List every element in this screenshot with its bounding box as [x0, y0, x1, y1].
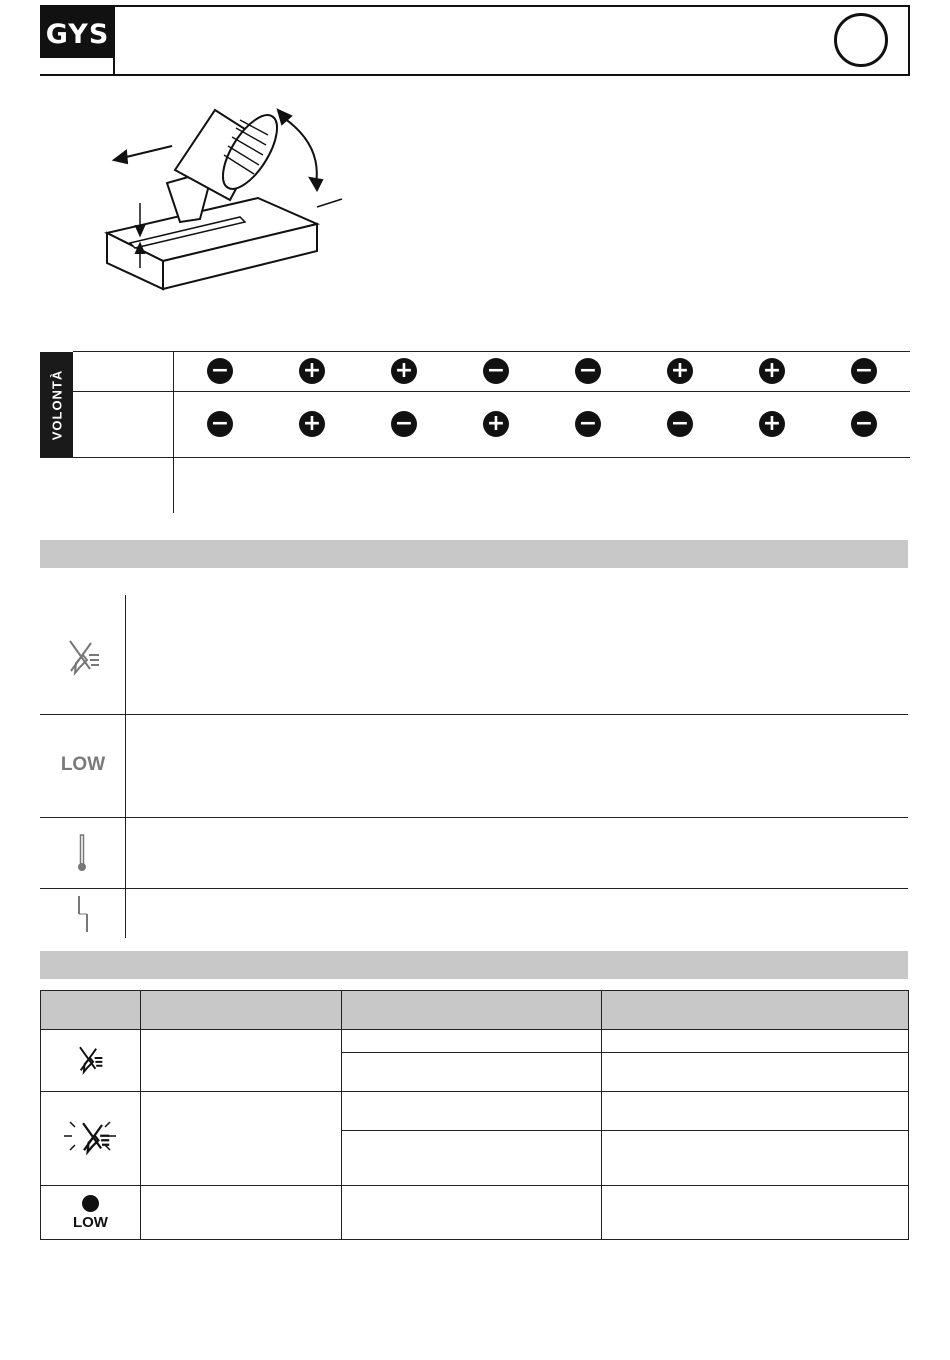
indicators-rule-2 — [40, 817, 908, 818]
sign-r1-4: − — [483, 358, 509, 384]
sign-r2-8: − — [851, 411, 877, 437]
indicators-rule-1 — [40, 714, 908, 715]
torch-angle-illustration — [100, 100, 350, 295]
sign-r1-1: − — [207, 358, 233, 384]
sign-r2-6: − — [667, 411, 693, 437]
sign-r1-8: − — [851, 358, 877, 384]
status-cell — [341, 1030, 602, 1053]
volonta-bottom-rule — [40, 457, 910, 458]
volonta-top-rule — [73, 351, 910, 352]
status-cell — [341, 1186, 602, 1240]
blinking-torch-fault-icon — [58, 1114, 122, 1158]
torch-fault-icon — [61, 633, 105, 677]
status-col-1-header — [41, 991, 141, 1030]
section-bar-status — [40, 951, 908, 979]
status-cell — [140, 1092, 341, 1186]
torch-fault-icon-cell — [41, 1030, 141, 1092]
sign-r2-1: − — [207, 411, 233, 437]
sign-r1-5: − — [575, 358, 601, 384]
status-cell — [341, 1131, 602, 1186]
thermal-icon-cell — [40, 833, 126, 873]
sign-r2-5: − — [575, 411, 601, 437]
table-row — [41, 1030, 909, 1053]
low-led-label: LOW — [72, 1213, 108, 1231]
blinking-torch-icon-cell — [41, 1092, 141, 1186]
mains-fault-icon — [73, 894, 93, 934]
status-cell — [602, 1092, 909, 1131]
sign-r1-7: + — [759, 358, 785, 384]
status-col-3-header — [341, 991, 602, 1030]
status-cell — [602, 1053, 909, 1092]
volonta-row-rule — [73, 391, 910, 392]
led-dot-icon — [82, 1195, 99, 1212]
sign-r2-2: + — [299, 411, 325, 437]
status-table-header — [41, 991, 909, 1030]
status-cell — [140, 1186, 341, 1240]
torch-fault-icon-cell — [40, 630, 126, 680]
torch-fault-icon — [73, 1040, 107, 1076]
status-cell — [602, 1186, 909, 1240]
low-indicator-label: LOW — [60, 754, 106, 775]
sign-r2-7: + — [759, 411, 785, 437]
low-led-icon-cell — [41, 1186, 141, 1240]
sign-r1-3: + — [391, 358, 417, 384]
volonta-column-rule — [173, 351, 174, 513]
status-col-4-header — [602, 991, 909, 1030]
status-cell — [602, 1030, 909, 1053]
sign-r2-3: − — [391, 411, 417, 437]
thermometer-icon — [73, 833, 93, 873]
status-cell — [341, 1053, 602, 1092]
sign-r1-6: + — [667, 358, 693, 384]
page-header — [40, 5, 910, 76]
table-row — [41, 1186, 909, 1240]
section-bar-indicators — [40, 540, 908, 568]
mains-fault-icon-cell — [40, 893, 126, 935]
gys-logo-text: GYS — [45, 19, 110, 50]
indicators-rule-3 — [40, 888, 908, 889]
status-cell — [602, 1131, 909, 1186]
status-cell — [140, 1030, 341, 1092]
sign-r1-2: + — [299, 358, 325, 384]
sign-r2-4: + — [483, 411, 509, 437]
status-cell — [341, 1092, 602, 1131]
status-col-2-header — [140, 991, 341, 1030]
logo-strip — [40, 58, 115, 74]
status-table — [40, 990, 909, 1240]
language-circle — [834, 13, 888, 67]
volonta-label: VOLONTÀ — [49, 369, 64, 441]
table-row — [41, 1092, 909, 1131]
